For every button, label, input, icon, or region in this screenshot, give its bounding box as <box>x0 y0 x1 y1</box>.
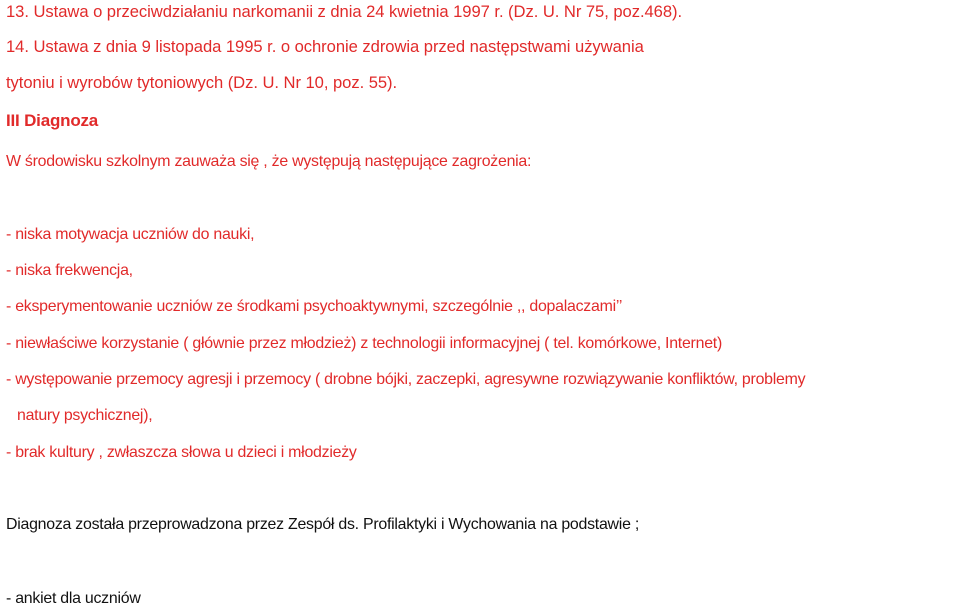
threat-item-5: - występowanie przemocy agresji i przemocy ( drobne bójki, zaczepki, agresywne rozwiązywanie konfliktów, problemy <box>6 371 806 388</box>
threat-item-6: - brak kultury , zwłaszcza słowa u dzieci i młodzieży <box>6 444 357 461</box>
section-heading: III Diagnoza <box>6 111 99 130</box>
threat-item-2: - niska frekwencja, <box>6 262 133 279</box>
reference-item-13: 13. Ustawa o przeciwdziałaniu narkomanii z dnia 24 kwietnia 1997 r. (Dz. U. Nr 75, poz.468). <box>6 2 683 21</box>
reference-item-14-continuation: tytoniu i wyrobów tytoniowych (Dz. U. Nr 10, poz. 55). <box>6 73 398 92</box>
reference-item-14: 14. Ustawa z dnia 9 listopada 1995 r. o ochronie zdrowia przed następstwami używania <box>6 37 644 56</box>
threat-item-3: - eksperymentowanie uczniów ze środkami psychoaktywnymi, szczególnie ,, dopalaczami’’ <box>6 298 623 315</box>
threat-item-5-continuation: natury psychicznej), <box>17 407 153 424</box>
threat-item-1: - niska motywacja uczniów do nauki, <box>6 226 255 243</box>
threat-item-4: - niewłaściwe korzystanie ( głównie przez młodzież) z technologii informacyjnej ( tel. komórkowe, Internet) <box>6 335 722 352</box>
section-intro: W środowisku szkolnym zauważa się , że występują następujące zagrożenia: <box>6 153 532 170</box>
source-item-1: - ankiet dla uczniów <box>6 590 141 607</box>
diagnosis-note: Diagnoza została przeprowadzona przez Zespół ds. Profilaktyki i Wychowania na podstawie ; <box>6 516 639 533</box>
